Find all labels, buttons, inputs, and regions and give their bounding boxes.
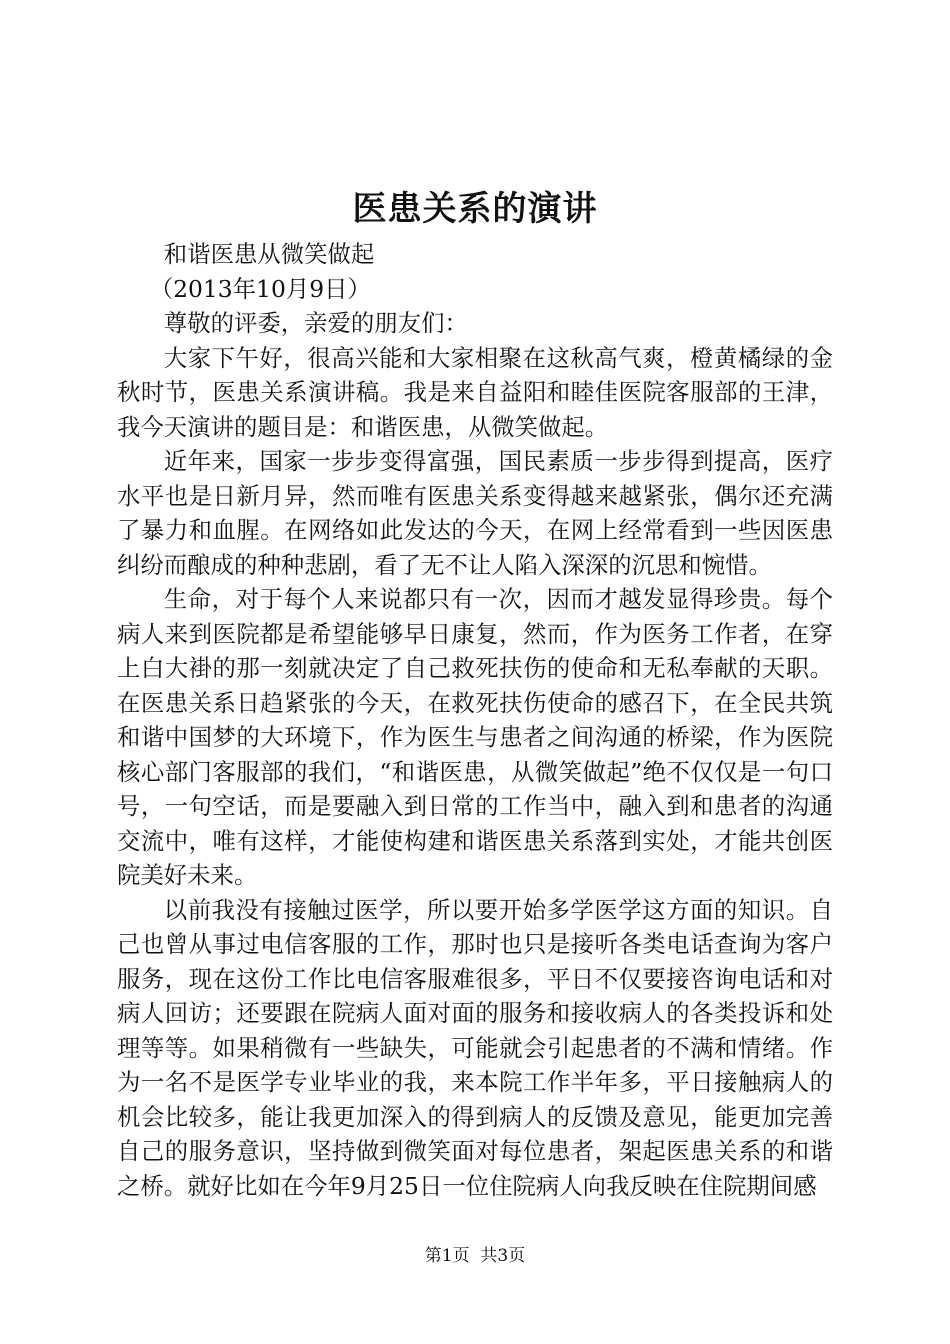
page-footer xyxy=(0,1245,950,1267)
footer-spacer xyxy=(470,1246,481,1266)
paragraph-3: 生命，对于每个人来说都只有一次，因而才越发显得珍贵。每个病人来到医院都是希望能够早日康复，然而，作为医务工作者，在穿上白大褂的那一刻就决定了自己救死扶伤的使命和无私奉献的天职。在医患关系日趋紧张的今天，在救死扶伤使命的感召下，在全民共筑和谐中国梦的大环境下，作为医生与患者之间沟通的桥梁，作为医院核心部门客服部的我们，“和谐医患，从微笑做起”绝不仅仅是一句口号，一句空话，而是要融入到日常的工作当中，融入到和患者的沟通交流中，唯有这样，才能使构建和谐医患关系落到实处，才能共创医院美好未来。 xyxy=(117,585,833,889)
page-total: 共3页 xyxy=(480,1246,526,1266)
page-number: 第1页 xyxy=(424,1246,470,1266)
paragraph-2: 近年来，国家一步步变得富强，国民素质一步步得到提高，医疗水平也是日新月异，然而唯有医患关系变得越来越紧张，偶尔还充满了暴力和血腥。在网络如此发达的今天，在网上经常看到一些因医患纠纷而酿成的种种悲剧，看了无不让人陷入深深的沉思和惋惜。 xyxy=(117,447,833,579)
subtitle: 和谐医患从微笑做起 xyxy=(163,240,375,268)
document-body xyxy=(117,237,833,1203)
paragraph-4: 以前我没有接触过医学，所以要开始多学医学这方面的知识。自己也曾从事过电信客服的工作，那时也只是接听各类电话查询为客户服务，现在这份工作比电信客服难很多，平日不仅要接咨询电话和对病人回访；还要跟在院病人面对面的服务和接收病人的各类投诉和处理等等。如果稍微有一些缺失，可能就会引起患者的不满和情绪。作为一名不是医学专业毕业的我，来本院工作半年多，平日接触病人的机会比较多，能让我更加深入的得到病人的反馈及意见，能更加完善自己的服务意识，坚持做到微笑面对每位患者，架起医患关系的和谐之桥。就好比如在今年9月25日一位住院病人向我反映在住院期间感 xyxy=(117,895,833,1200)
speech-date: （2013年10月9日） xyxy=(149,274,371,303)
paragraph-1: 大家下午好，很高兴能和大家相聚在这秋高气爽，橙黄橘绿的金秋时节，医患关系演讲稿。我是来自益阳和睦佳医院客服部的王津，我今天演讲的题目是：和谐医患，从微笑做起。 xyxy=(117,343,833,441)
greeting: 尊敬的评委，亲爱的朋友们： xyxy=(163,309,468,337)
document-title: 医患关系的演讲 xyxy=(352,189,598,229)
